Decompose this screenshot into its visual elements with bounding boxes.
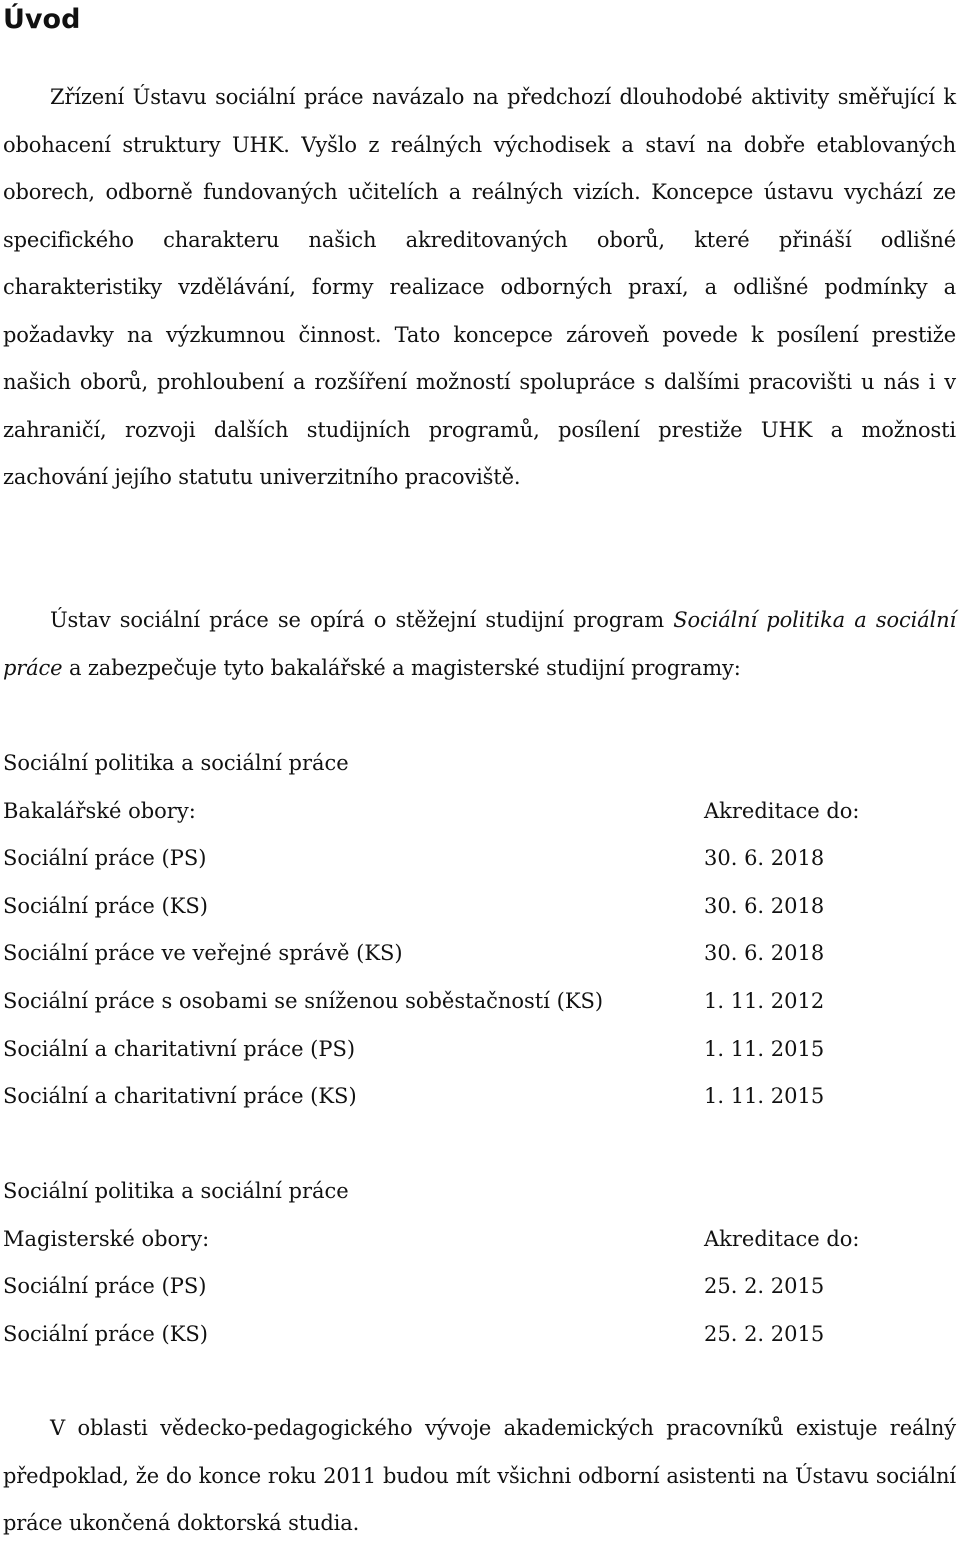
- program-row-name: Sociální práce (KS): [3, 1321, 208, 1346]
- program-name-italic: Sociální politika a sociální práce: [3, 608, 957, 680]
- program-row-name: Sociální práce ve veřejné správě (KS): [3, 941, 403, 966]
- program-title: Sociální politika a sociální práce: [3, 1179, 349, 1203]
- intro-text-part1: Zřízení Ústavu sociální práce navázalo na předchozí dlouhodobé aktivity směřující k obohacení struktury UHK. Vyšlo z reálných východisek a staví na dobře etablovaných oborech, odborně fundovaných učitelích a reálných vizích.: [3, 85, 956, 204]
- program-row-date: 1. 11. 2012: [704, 988, 825, 1013]
- master-programs: [3, 1168, 953, 1358]
- program-row-name: Sociální práce (PS): [3, 846, 207, 871]
- program-row-name: Sociální a charitativní práce (PS): [3, 1036, 356, 1061]
- header-date: Akreditace do:: [704, 798, 860, 823]
- intro-paragraph: [3, 74, 956, 502]
- program-text-before: Ústav sociální práce se opírá o stěžejní studijní program: [50, 608, 674, 632]
- header-row: [3, 788, 953, 836]
- program-row-date: 1. 11. 2015: [704, 1084, 825, 1109]
- program-row: [3, 835, 953, 883]
- bachelor-programs: [3, 740, 953, 1121]
- program-paragraph: [3, 597, 956, 692]
- program-title-row: [3, 1168, 953, 1216]
- program-text-after: a zabezpečuje tyto bakalářské a magisterské studijní programy:: [62, 655, 741, 680]
- program-row-date: 30. 6. 2018: [704, 941, 825, 966]
- closing-paragraph: V oblasti vědecko-pedagogického vývoje akademických pracovníků existuje reálný předpoklad, že do konce roku 2011 budou mít všichni odborní asistenti na Ústavu sociální práce ukončená doktorská studia.: [3, 1416, 956, 1535]
- program-row: [3, 1026, 953, 1074]
- program-row-date: 30. 6. 2018: [704, 846, 825, 871]
- program-row-date: 25. 2. 2015: [704, 1274, 825, 1299]
- program-row-name: Sociální práce s osobami se sníženou soběstačností (KS): [3, 988, 604, 1013]
- program-row-date: 1. 11. 2015: [704, 1036, 825, 1061]
- program-row: [3, 930, 953, 978]
- header-row: [3, 1216, 953, 1264]
- program-title: Sociální politika a sociální práce: [3, 751, 349, 775]
- program-row: [3, 978, 953, 1026]
- program-row: [3, 1073, 953, 1121]
- header-label: Magisterské obory:: [3, 1226, 210, 1251]
- program-row: [3, 1311, 953, 1359]
- header-date: Akreditace do:: [704, 1226, 860, 1251]
- program-title-row: [3, 740, 953, 788]
- program-row: [3, 883, 953, 931]
- header-label: Bakalářské obory:: [3, 798, 196, 823]
- program-row-date: 30. 6. 2018: [704, 893, 825, 918]
- program-row-name: Sociální a charitativní práce (KS): [3, 1084, 357, 1109]
- section-title: Úvod: [3, 4, 81, 35]
- program-row: [3, 1263, 953, 1311]
- program-row-name: Sociální práce (PS): [3, 1274, 207, 1299]
- intro-text-part2: Koncepce ústavu vychází ze specifického charakteru našich akreditovaných oborů, které přináší odlišné charakteristiky vzdělávání, formy realizace odborných praxí, a odlišné podmínky a požadavky na výzkumnou činnost. Tato koncepce zároveň povede k posílení prestiže našich oborů, prohloubení a rozšíření možností spolupráce s dalšími pracovišti u nás i v zahraničí, rozvoji dalších studijních programů, posílení prestiže UHK a možnosti zachování jejího statutu univerzitního pracoviště.: [3, 180, 956, 489]
- program-row-name: Sociální práce (KS): [3, 893, 208, 918]
- program-row-date: 25. 2. 2015: [704, 1321, 825, 1346]
